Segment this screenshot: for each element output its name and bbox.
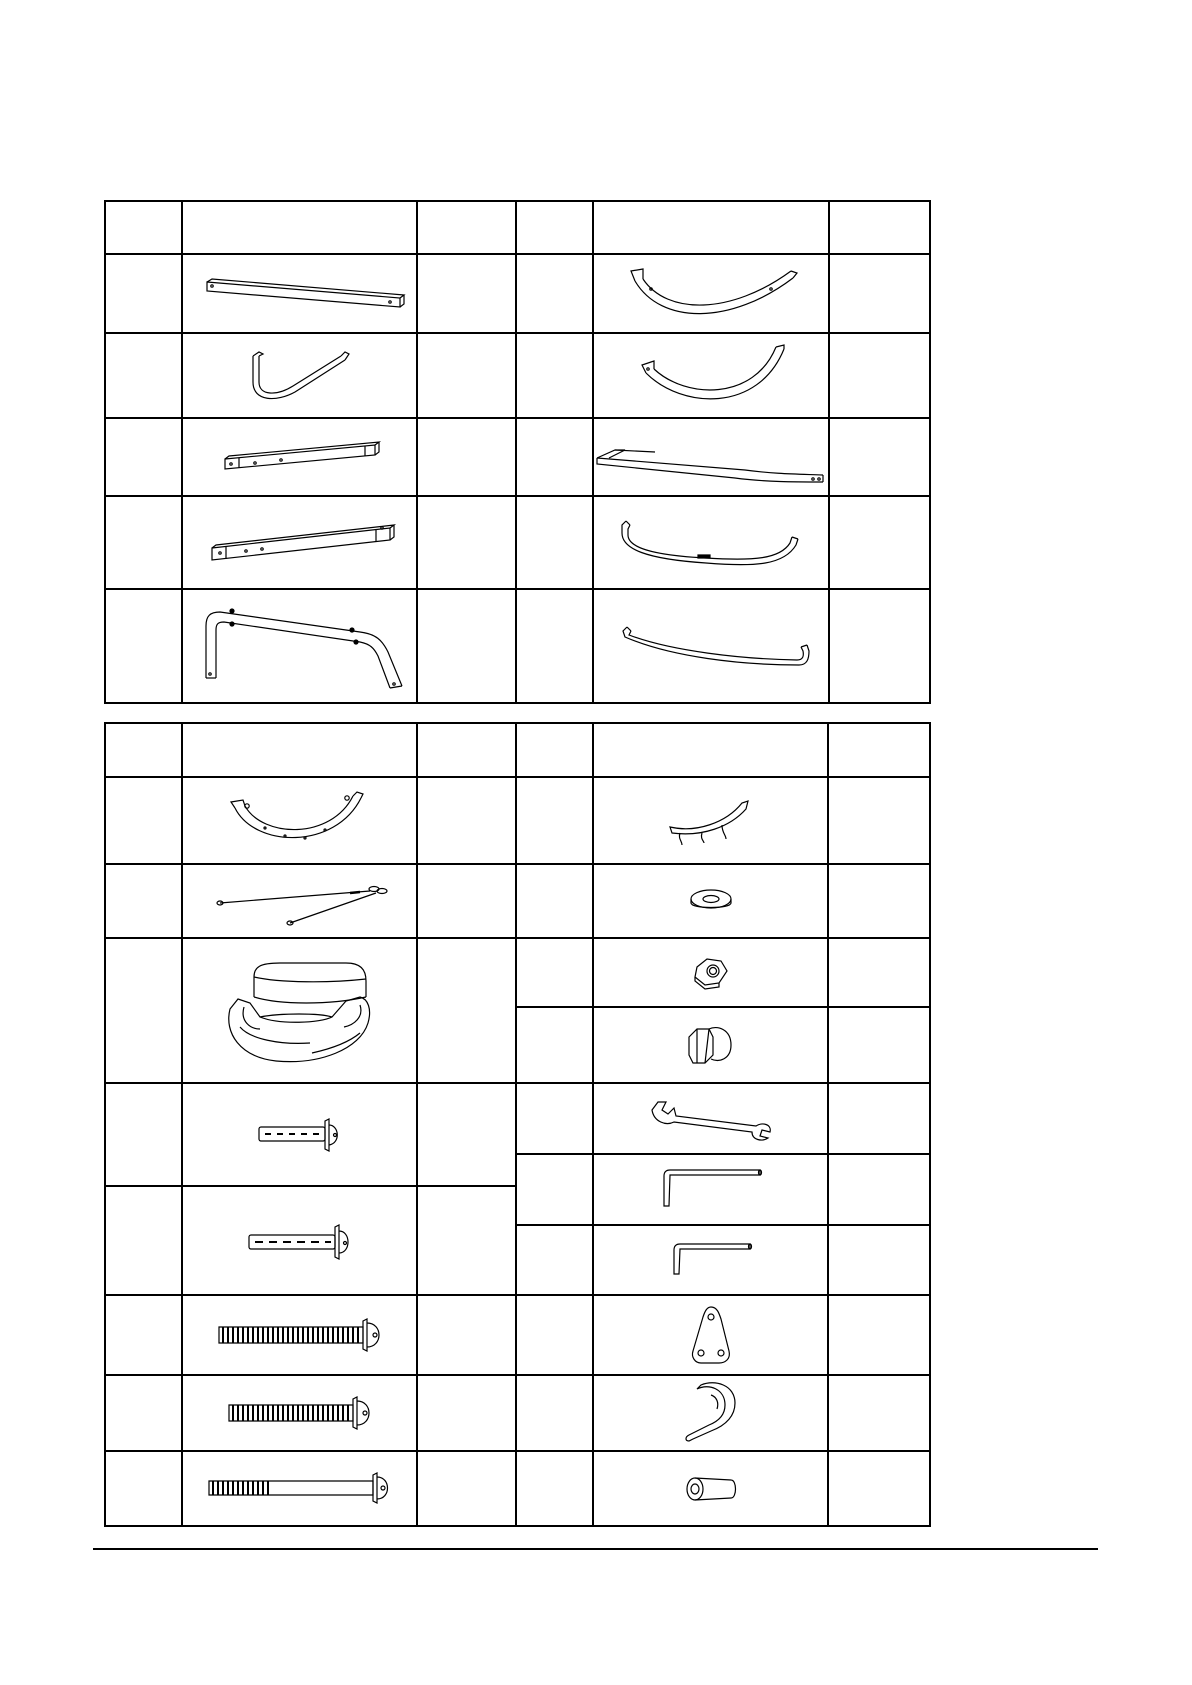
quantity-cell: [417, 1295, 516, 1375]
part-number-cell: [105, 864, 182, 938]
part-image-cell: [182, 1451, 417, 1526]
part-number-cell: [516, 333, 593, 418]
quantity-cell: [828, 1451, 930, 1526]
table-row: [105, 333, 930, 418]
part-image-cell: [593, 589, 829, 703]
part-number-cell: [516, 418, 593, 496]
large-allen-key-icon: [656, 1168, 766, 1212]
part-image-cell: [593, 254, 829, 333]
hex-nut-icon: [689, 953, 733, 993]
part-number-cell: [105, 777, 182, 864]
part-number-cell: [516, 1083, 593, 1154]
part-number-cell: [105, 496, 182, 589]
table-row: [105, 418, 930, 496]
header-no-left: [105, 723, 182, 777]
part-image-cell: [182, 1186, 417, 1295]
quantity-cell: [417, 496, 516, 589]
table-header-row: [105, 723, 930, 777]
long-threaded-bolt-icon: [215, 1317, 385, 1353]
quantity-cell: [417, 589, 516, 703]
part-number-cell: [516, 1375, 593, 1451]
part-image-cell: [593, 1083, 828, 1154]
header-no-right: [516, 201, 593, 254]
part-image-cell: [182, 496, 417, 589]
quantity-cell: [417, 777, 516, 864]
part-number-cell: [105, 254, 182, 333]
part-number-cell: [105, 938, 182, 1083]
header-part-right: [593, 201, 829, 254]
header-part-right: [593, 723, 828, 777]
part-image-cell: [182, 938, 417, 1083]
table-row: [105, 496, 930, 589]
part-image-cell: [182, 333, 417, 418]
quantity-cell: [829, 496, 930, 589]
suspension-cable-icon: [210, 871, 390, 931]
part-image-cell: [182, 1295, 417, 1375]
footer-divider: [93, 1548, 1098, 1550]
part-number-cell: [516, 1225, 593, 1295]
quantity-cell: [417, 1083, 516, 1186]
table-row: [105, 1451, 930, 1526]
drilled-crossbar-long-icon: [200, 518, 400, 568]
medium-threaded-bolt-icon: [225, 1395, 375, 1431]
open-end-wrench-icon: [646, 1096, 776, 1142]
quantity-cell: [417, 254, 516, 333]
header-qty-right: [829, 201, 930, 254]
j-hook-tube-icon: [225, 346, 375, 406]
part-image-cell: [593, 1154, 828, 1225]
part-image-cell: [593, 1007, 828, 1083]
part-number-cell: [516, 864, 593, 938]
part-image-cell: [593, 333, 829, 418]
part-image-cell: [593, 864, 828, 938]
quantity-cell: [417, 864, 516, 938]
quantity-cell: [417, 1186, 516, 1295]
short-pin-bolt-icon: [255, 1115, 345, 1155]
quantity-cell: [828, 777, 930, 864]
part-number-cell: [516, 777, 593, 864]
quantity-cell: [829, 333, 930, 418]
part-image-cell: [593, 1375, 828, 1451]
quantity-cell: [829, 589, 930, 703]
quantity-cell: [417, 1375, 516, 1451]
partially-threaded-bolt-icon: [205, 1471, 395, 1507]
part-number-cell: [516, 1007, 593, 1083]
quantity-cell: [828, 1083, 930, 1154]
quantity-cell: [828, 864, 930, 938]
quantity-cell: [417, 938, 516, 1083]
bent-end-long-tube-icon: [595, 428, 827, 486]
part-image-cell: [593, 1225, 828, 1295]
deep-curved-tube-icon: [626, 343, 796, 409]
quantity-cell: [828, 938, 930, 1007]
part-image-cell: [182, 254, 417, 333]
part-image-cell: [593, 496, 829, 589]
part-number-cell: [105, 589, 182, 703]
part-number-cell: [105, 1375, 182, 1451]
part-number-cell: [105, 1295, 182, 1375]
u-rail-with-label-icon: [616, 515, 806, 571]
quantity-cell: [828, 1007, 930, 1083]
triangle-plate-icon: [689, 1303, 733, 1367]
shallow-u-rail-icon: [611, 621, 811, 671]
part-number-cell: [516, 589, 593, 703]
header-no-right: [516, 723, 593, 777]
quantity-cell: [417, 1451, 516, 1526]
straight-square-tube-icon: [192, 274, 407, 314]
quantity-cell: [829, 254, 930, 333]
table-row: [105, 254, 930, 333]
barrel-nut-icon: [681, 1473, 741, 1505]
part-image-cell: [593, 1295, 828, 1375]
drilled-crossbar-short-icon: [215, 437, 385, 477]
canopy-rib-icon: [666, 793, 756, 849]
part-number-cell: [105, 1083, 182, 1186]
quantity-cell: [828, 1154, 930, 1225]
part-number-cell: [105, 418, 182, 496]
table-header-row: [105, 201, 930, 254]
long-pin-bolt-icon: [245, 1221, 355, 1261]
part-number-cell: [516, 938, 593, 1007]
part-image-cell: [182, 1083, 417, 1186]
part-number-cell: [105, 333, 182, 418]
small-allen-key-icon: [666, 1242, 756, 1278]
table-row: [105, 589, 930, 703]
table-row: [105, 864, 930, 938]
flat-washer-icon: [686, 885, 736, 917]
part-number-cell: [516, 1451, 593, 1526]
quantity-cell: [828, 1225, 930, 1295]
table-row: [105, 1083, 930, 1154]
table-row: [105, 1295, 930, 1375]
cap-nut-icon: [683, 1019, 739, 1071]
part-number-cell: [105, 1451, 182, 1526]
quantity-cell: [417, 333, 516, 418]
table-row: [105, 1375, 930, 1451]
part-image-cell: [593, 418, 829, 496]
hardware-parts-table: [104, 722, 931, 1527]
part-number-cell: [516, 254, 593, 333]
part-number-cell: [516, 1154, 593, 1225]
curved-tube-icon: [621, 263, 801, 325]
part-image-cell: [182, 864, 417, 938]
part-image-cell: [182, 589, 417, 703]
frames-parts-table: [104, 200, 931, 704]
part-number-cell: [516, 1295, 593, 1375]
chair-cushion-icon: [220, 957, 380, 1065]
part-image-cell: [182, 1375, 417, 1451]
curved-hanger-arm-icon: [225, 788, 375, 854]
header-qty-left: [417, 723, 516, 777]
part-image-cell: [593, 777, 828, 864]
s-hook-icon: [679, 1381, 743, 1445]
part-number-cell: [516, 496, 593, 589]
header-no-left: [105, 201, 182, 254]
arched-base-frame-icon: [190, 600, 410, 692]
header-part-left: [182, 201, 417, 254]
part-image-cell: [593, 938, 828, 1007]
header-qty-right: [828, 723, 930, 777]
quantity-cell: [828, 1295, 930, 1375]
header-qty-left: [417, 201, 516, 254]
part-image-cell: [182, 418, 417, 496]
quantity-cell: [828, 1375, 930, 1451]
part-number-cell: [105, 1186, 182, 1295]
part-image-cell: [182, 777, 417, 864]
quantity-cell: [417, 418, 516, 496]
header-part-left: [182, 723, 417, 777]
table-row: [105, 777, 930, 864]
table-row: [105, 938, 930, 1007]
part-image-cell: [593, 1451, 828, 1526]
quantity-cell: [829, 418, 930, 496]
